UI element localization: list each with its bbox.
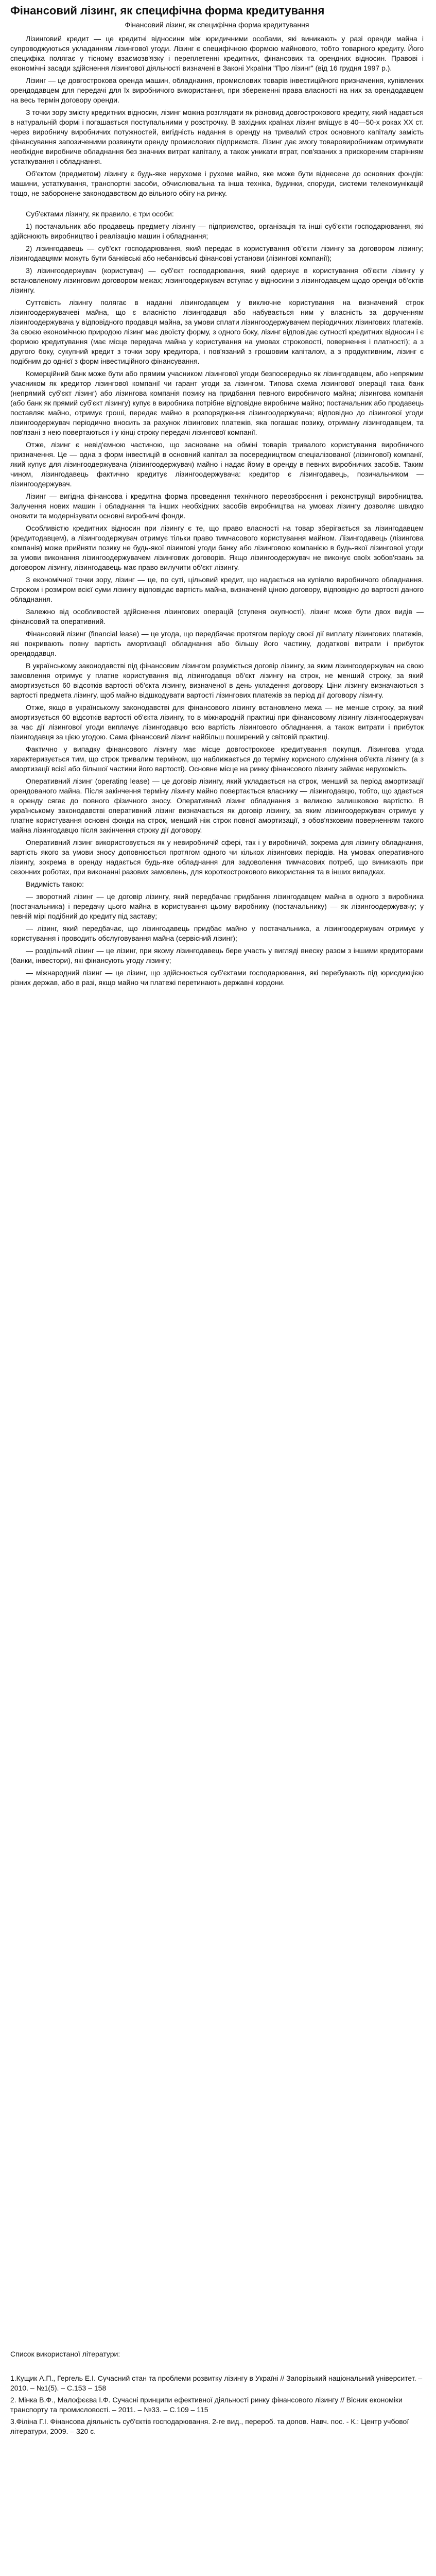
paragraph: Суб'єктами лізингу, як правило, є три особи: xyxy=(26,210,174,218)
paragraph: В українському законодавстві під фінансовим лізингом розуміється договір лізингу, за яким лізингоодержувач на свою замовлення отримує у платне користування від лізингодавця об'єкт лізингу на строк, не менший строку, за який амортизується 60 відсотків вартості об'єкта лізингу, визначеної в день укладення договору. Ціни лізингу визначаються з вартості предмета лізингу, щоб майно відшкодувати вартості лізингових платежів за період дії договору лізингу. xyxy=(10,662,424,699)
paragraph: Особливістю кредитних відносин при лізингу є те, що право власності на товар зберігається за лізингодавцем (кредитодавцем), а лізингоодержувач отримує тільки право тимчасового користування майном. Лізингодавець (лізингова компанія) може прийняти позику не будь-якої лізингові угоди банку або лізинговою компанією в будь-якої лізингової угоди за умови виконання лізингоодержувачем лізингових договорів. Якщо лізингоодержувач не виконує своїх зобов'язань за договором лізингу, лізингодавець має право вилучити об'єкт лізингу. xyxy=(10,524,424,571)
document-body xyxy=(10,34,424,988)
list-item: — лізинг, який передбачає, що лізингодавець придбає майно у постачальника, а лізингоодержувач отримує у користування і проводить обслуговування майна (сервісний лізинг); xyxy=(10,924,424,942)
references-heading: Список використаної літератури: xyxy=(10,2350,120,2358)
reference-item: 1.Кущик А.П., Гергель Е.І. Сучасний стан та проблеми розвитку лізингу в Україні // Запорізький національний університет. – 2010. – №1(5). – С.153 – 158 xyxy=(10,2374,423,2392)
paragraph: Комерційний банк може бути або прямим учасником лізингової угоди безпосередньо як лізингодавцем, або непрямим учасником як кредитор лізингової компанії чи гарант угоди за лізингом. Типова схема лізингової операції така банк (непрямий суб'єкт лізинг) або лізингова компанія позику на придбання певного виробничого майна; лізингова компанія (або банк як прямий суб'єкт лізингу) купує в виробника потрібне відповідне виробниче майно; постачальник або продавець поставляє майно, отримує гроші, передає майно в розпорядження лізингоодержувача; відповідно до лізингової угоди лізингоодержувач періодично вносить за рахунок лізингових платежів, яка погашає позику, отриману лізингодавцем, та пов'язані з нею повертаються і у кінці строку передачі лізингової компанії. xyxy=(10,369,424,436)
paragraph: Оперативний лізинг використовується як у невиробничій сфері, так і у виробничій, зокрема для лізингу обладнання, вартість якого за умови зносу доповнюється протягом одного чи кількох лізингових періодів. На умовах оперативного лізингу, зокрема в оренду надається будь-яке обладнання для задоволення тимчасових потреб, що виникають при сезонних роботах, при виконанні разових замовлень, для короткострокового використання та в інших випадках. xyxy=(10,838,424,876)
paragraph: Залежно від особливостей здійснення лізингових операцій (ступеня окупності), лізинг може бути двох видів — фінансовий та оперативний. xyxy=(10,607,424,625)
document-title: Фінансовий лізинг, як специфічна форма кредитування xyxy=(10,4,325,17)
paragraph: Лізинговий кредит — це кредитні відносини між юридичними особами, які виникають у разі оренди майна і супроводжуються укладанням лізингової угоди. Лізинг є специфічною формою майнового, тобто товарного кредиту. Його специфіка полягає у тісному взаємозв'язку і переплетенні кредитних, фінансових та орендних відносин. Правові і економічні засади здійснення лізингової діяльності визначені в Законі України "Про лізинг" (від 16 грудня 1997 р.). xyxy=(10,35,424,72)
paragraph: Видимість такою: xyxy=(26,880,84,888)
paragraph: Фактично у випадку фінансового лізингу має місце довгострокове кредитування покупця. Лізингова угода характеризується тим, що строк тривалим терміном, що наближається до терміну корисного служіння об'єкта лізингу (а з амортизації всієї або більшої частини його вартості). Основне місце на ринку фінансового лізингу займає нерухомість. xyxy=(10,745,424,773)
list-item: — зворотний лізинг — це договір лізингу, який передбачає придбання лізингодавцем майна в одного з виробника (постачальника) і передачу цього майна в користування цьому виробнику (постачальнику) — як лізингоодержувачу; у певній мірі подібний до кредиту під заставу; xyxy=(10,892,424,920)
paragraph: Оперативний лізинг (operating lease) — це договір лізингу, який укладається на строк, менший за період амортизації орендованого майна. Після закінчення терміну лізингу майно повертається власнику — лізингодавцю, тобто, що здається в оренду сягає до повного фізичного зносу. Оперативний лізинг обладнання з великою залишковою вартістю. В українському законодавстві оперативний лізинг визначається як договір лізингу, за яким лізингоодержувач отримує у платне користування основні фонди на строк, менший ніж строк повної амортизації, з обов'язковим поверненням такого майна лізингодавцю після закінчення строку дії договору. xyxy=(10,777,424,834)
paragraph: Отже, лізинг є невід'ємною частиною, що засноване на обміні товарів тривалого користування виробничого призначення. Це — одна з форм інвестицій в основний капітал за посередництвом спеціалізованої (лізингової) компанії, який купує для лізингоодержувача (лізингоодержувач) майно і надає йому в оренду в певних виробничих засобів. Таким чином, лізингодавець фактично кредитує лізингоодержувача: кредитор є лізингодавець, позичальником — лізингоодержувач. xyxy=(10,440,424,488)
reference-item: 2. Мінка В.Ф., Малофєєва І.Ф. Сучасні принципи ефективної діяльності ринку фінансового лізингу // Вісник економіки транспорту та промисловості. – 2011. – №33. – С.109 – 115 xyxy=(10,2396,403,2414)
paragraph: Лізинг — вигідна фінансова і кредитна форма проведення технічного переозброєння і реконструкції виробництва. Залучення нових машин і обладнання та інших необхідних засобів виробництва на умовах лізингу дозволяє швидко оновити та модернізувати основні виробничі фонди. xyxy=(10,492,424,520)
paragraph: З економічної точки зору, лізинг — це, по суті, цільовий кредит, що надається на купівлю виробничого обладнання. Строком і розміром всієї суми лізингу відповідає вартість майна, визначеній ціною договору, відповідно до вартості даного обладнання. xyxy=(10,575,424,603)
paragraph: 3) лізингоодержувач (користувач) — суб'єкт господарювання, який одержує в користування об'єкти лізингу у встановленому лізинговим договором межах; лізингоодержувач вступає у відносини з лізингодавцем щодо оренди об'єктів лізингу. xyxy=(10,266,424,294)
list-item: — міжнародний лізинг — це лізинг, що здійснюється суб'єктами господарювання, які перебувають під юрисдикцією різних держав, або в разі, якщо майно чи платежі перетинають державні кордони. xyxy=(10,969,424,987)
paragraph: 2) лізингодавець — суб'єкт господарювання, який передає в користування об'єкти лізингу за договором лізингу; лізингодавцями можуть бути банківські або небанківські фінансові установи (лізингові компанії); xyxy=(10,244,424,262)
paragraph: Отже, якщо в українському законодавстві для фінансового лізингу встановлено межа — не менше строку, за який амортизується 60 відсотків вартості об'єкта лізингу, то в міжнародній практиці при фінансовому лізингу лізингоодержувач за час дії лізингової угоди виплачує лізингодавцю всю вартість лізингового обладнання, а також витрати і прибуток лізингодавця за цією угодою. Сама фінансовий лізинг найбільш поширений у світовій практиці. xyxy=(10,703,424,741)
paragraph: Суттєвість лізингу полягає в наданні лізингодавцем у виключне користування на визначений строк лізингоодержувачеві майна, що є власністю лізингодавця або набувається ним у власність за дорученням лізингоодержувача у відповідного продавця майна, за умови сплати лізингоодержувачем періодичних лізингових платежів. За своєю економічною природою лізинг має двоїсту форму, з одного боку, лізинг відповідає сутності кредитних відносин і є формою кредитування (має місце передача майна у користування на умовах строковості, повернення і платності); а з другого боку, сукупний кредит з точки зору кредитора, і пов'язаний з грошовим капіталом, а з продуктивним, лізинг є подібним до однієї з форм інвестиційного фінансування. xyxy=(10,298,424,365)
references-section xyxy=(10,2349,424,2438)
reference-item: 3.Філіна Г.І. Фінансова діяльність суб'єктів господарювання. 2-ге вид., перероб. та допов. Навч. пос. - К.: Центр учбової літератури, 2009. – 320 с. xyxy=(10,2417,409,2435)
paragraph: Об'єктом (предметом) лізингу є будь-яке нерухоме і рухоме майно, яке може бути віднесене до основних фондів: машини, устаткування, транспортні засоби, обчислювальна та інша техніка, будинки, споруди, системи телекомунікацій тощо, не заборонене законодавством до вільного обігу на ринку. xyxy=(10,170,424,197)
paragraph: Лізинг — це довгострокова оренда машин, обладнання, промислових товарів інвестиційного призначення, купівлених орендодавцем для передачі для їх виробничого використання, при збереженні права власності на них за орендодавцем на весь термін договору оренди. xyxy=(10,76,424,104)
paragraph: 1) постачальник або продавець предмету лізингу — підприємство, організація та інші суб'єкти господарювання, які здійснюють виробництво і реалізацію машин і обладнання; xyxy=(10,222,424,240)
list-item: — роздільний лізинг — це лізинг, при якому лізингодавець бере участь у вигляді внеску разом з іншими кредиторами (банки, інвестори), які фінансують угоду лізингу; xyxy=(10,946,424,964)
paragraph: З точки зору змісту кредитних відносин, лізинг можна розглядати як різновид довгострокового кредиту, який надається в натуральній формі і погашається поступальними у розстрочку. В західних країнах лізинг вміщує в 40—50-х роках XX ст. через виробничу виробничих потужностей, вигідність надання в оренду на тривалий строк основного капіталу замість фінансування запозиченими розвинути оренду промислових підприємств. Лізинг дає змогу товаровиробникам отримувати необхідне виробниче обладнання без значних витрат капіталу, а також уникати втрат, пов'язаних з прискореним старінням устаткування і обладнання. xyxy=(10,108,424,165)
paragraph: Фінансовий лізинг (financial lease) — це угода, що передбачає протягом періоду своєї дії виплату лізингових платежів, які покривають повну вартість амортизації обладнання або більшу його частину, додаткові витрати і прибуток орендодавця. xyxy=(10,630,424,657)
document-subtitle: Фінансовий лізинг, як специфічна форма кредитування xyxy=(125,21,309,29)
